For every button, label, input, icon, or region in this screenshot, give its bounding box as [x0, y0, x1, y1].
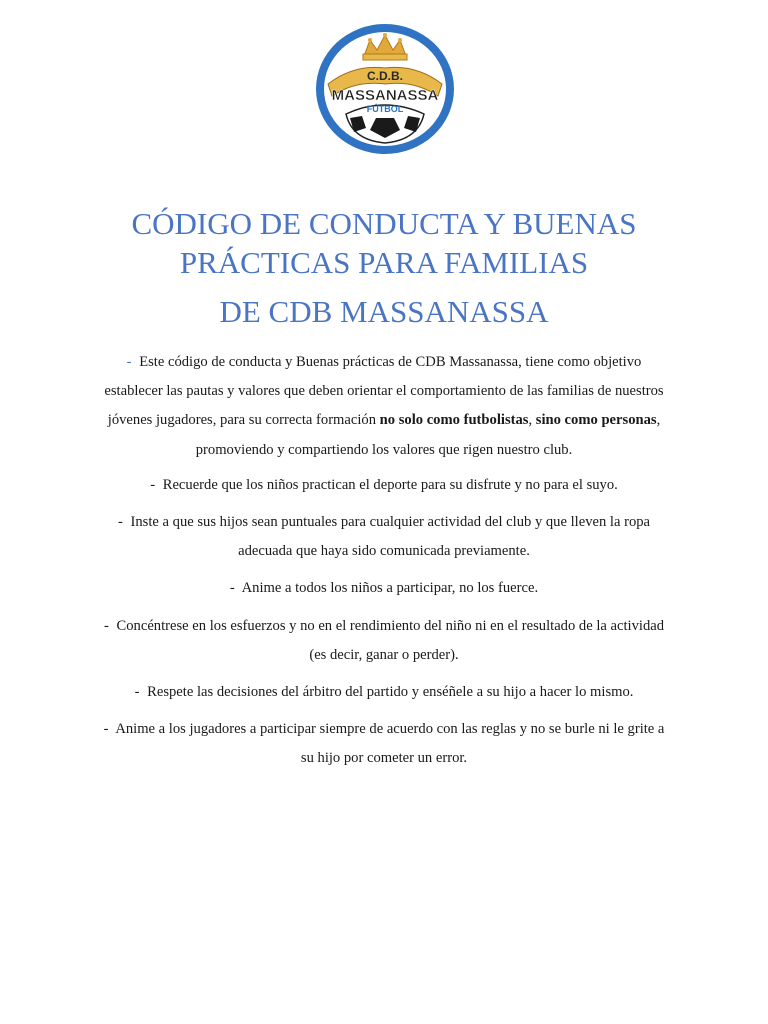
bullet-marker: - — [229, 580, 235, 597]
rule-item: - Anime a los jugadores a participar siempre de acuerdo con las reglas y no se burle ni le grite a su hijo por cometer un error. — [103, 721, 665, 767]
document-title — [0, 204, 768, 331]
bullet-marker: - — [117, 514, 123, 531]
bullet-marker: - — [103, 721, 109, 738]
bullet-marker: - — [134, 684, 140, 701]
bullet-marker: - — [103, 617, 109, 634]
svg-text:FÚTBOL: FÚTBOL — [366, 104, 404, 114]
rule-item: - Recuerde que los niños practican el deporte para su disfrute y no para el suyo. — [150, 476, 618, 493]
rule-intro: - Este código de conducta y Buenas prácticas de CDB Massanassa, tiene como objetivo establecer las pautas y valores que deben orientar el comportamiento de las familias de nuestros jóvenes jugadores, para su correcta formación no solo como futbolistas, sino como personas, promoviendo y compartiendo los valores que rigen nuestro club. — [104, 354, 664, 458]
title-line-3: DE CDB MASSANASSA — [219, 294, 549, 329]
club-logo — [314, 22, 456, 156]
conduct-rules — [100, 348, 668, 782]
bold-phrase: no solo como futbolistas — [379, 412, 529, 429]
svg-text:C.D.B.: C.D.B. — [367, 69, 403, 83]
rule-item: - Concéntrese en los esfuerzos y no en el rendimiento del niño ni en el resultado de la actividad (es decir, ganar o perder). — [103, 617, 665, 663]
svg-text:MASSANASSA: MASSANASSA — [331, 87, 439, 104]
club-crest-icon — [314, 22, 456, 156]
bullet-marker: - — [126, 354, 132, 370]
bold-phrase: sino como personas — [535, 412, 657, 429]
rule-item: - Inste a que sus hijos sean puntuales para cualquier actividad del club y que lleven la ropa adecuada que haya sido comunicada previamente. — [117, 514, 651, 560]
rule-item: - Anime a todos los niños a participar, no los fuerce. — [229, 580, 539, 597]
title-line-1: CÓDIGO DE CONDUCTA Y BUENAS — [131, 206, 637, 241]
rule-item: - Respete las decisiones del árbitro del partido y enséñele a su hijo a hacer lo mismo. — [134, 684, 634, 701]
bullet-marker: - — [150, 476, 156, 493]
title-line-2: PRÁCTICAS PARA FAMILIAS — [179, 245, 589, 280]
